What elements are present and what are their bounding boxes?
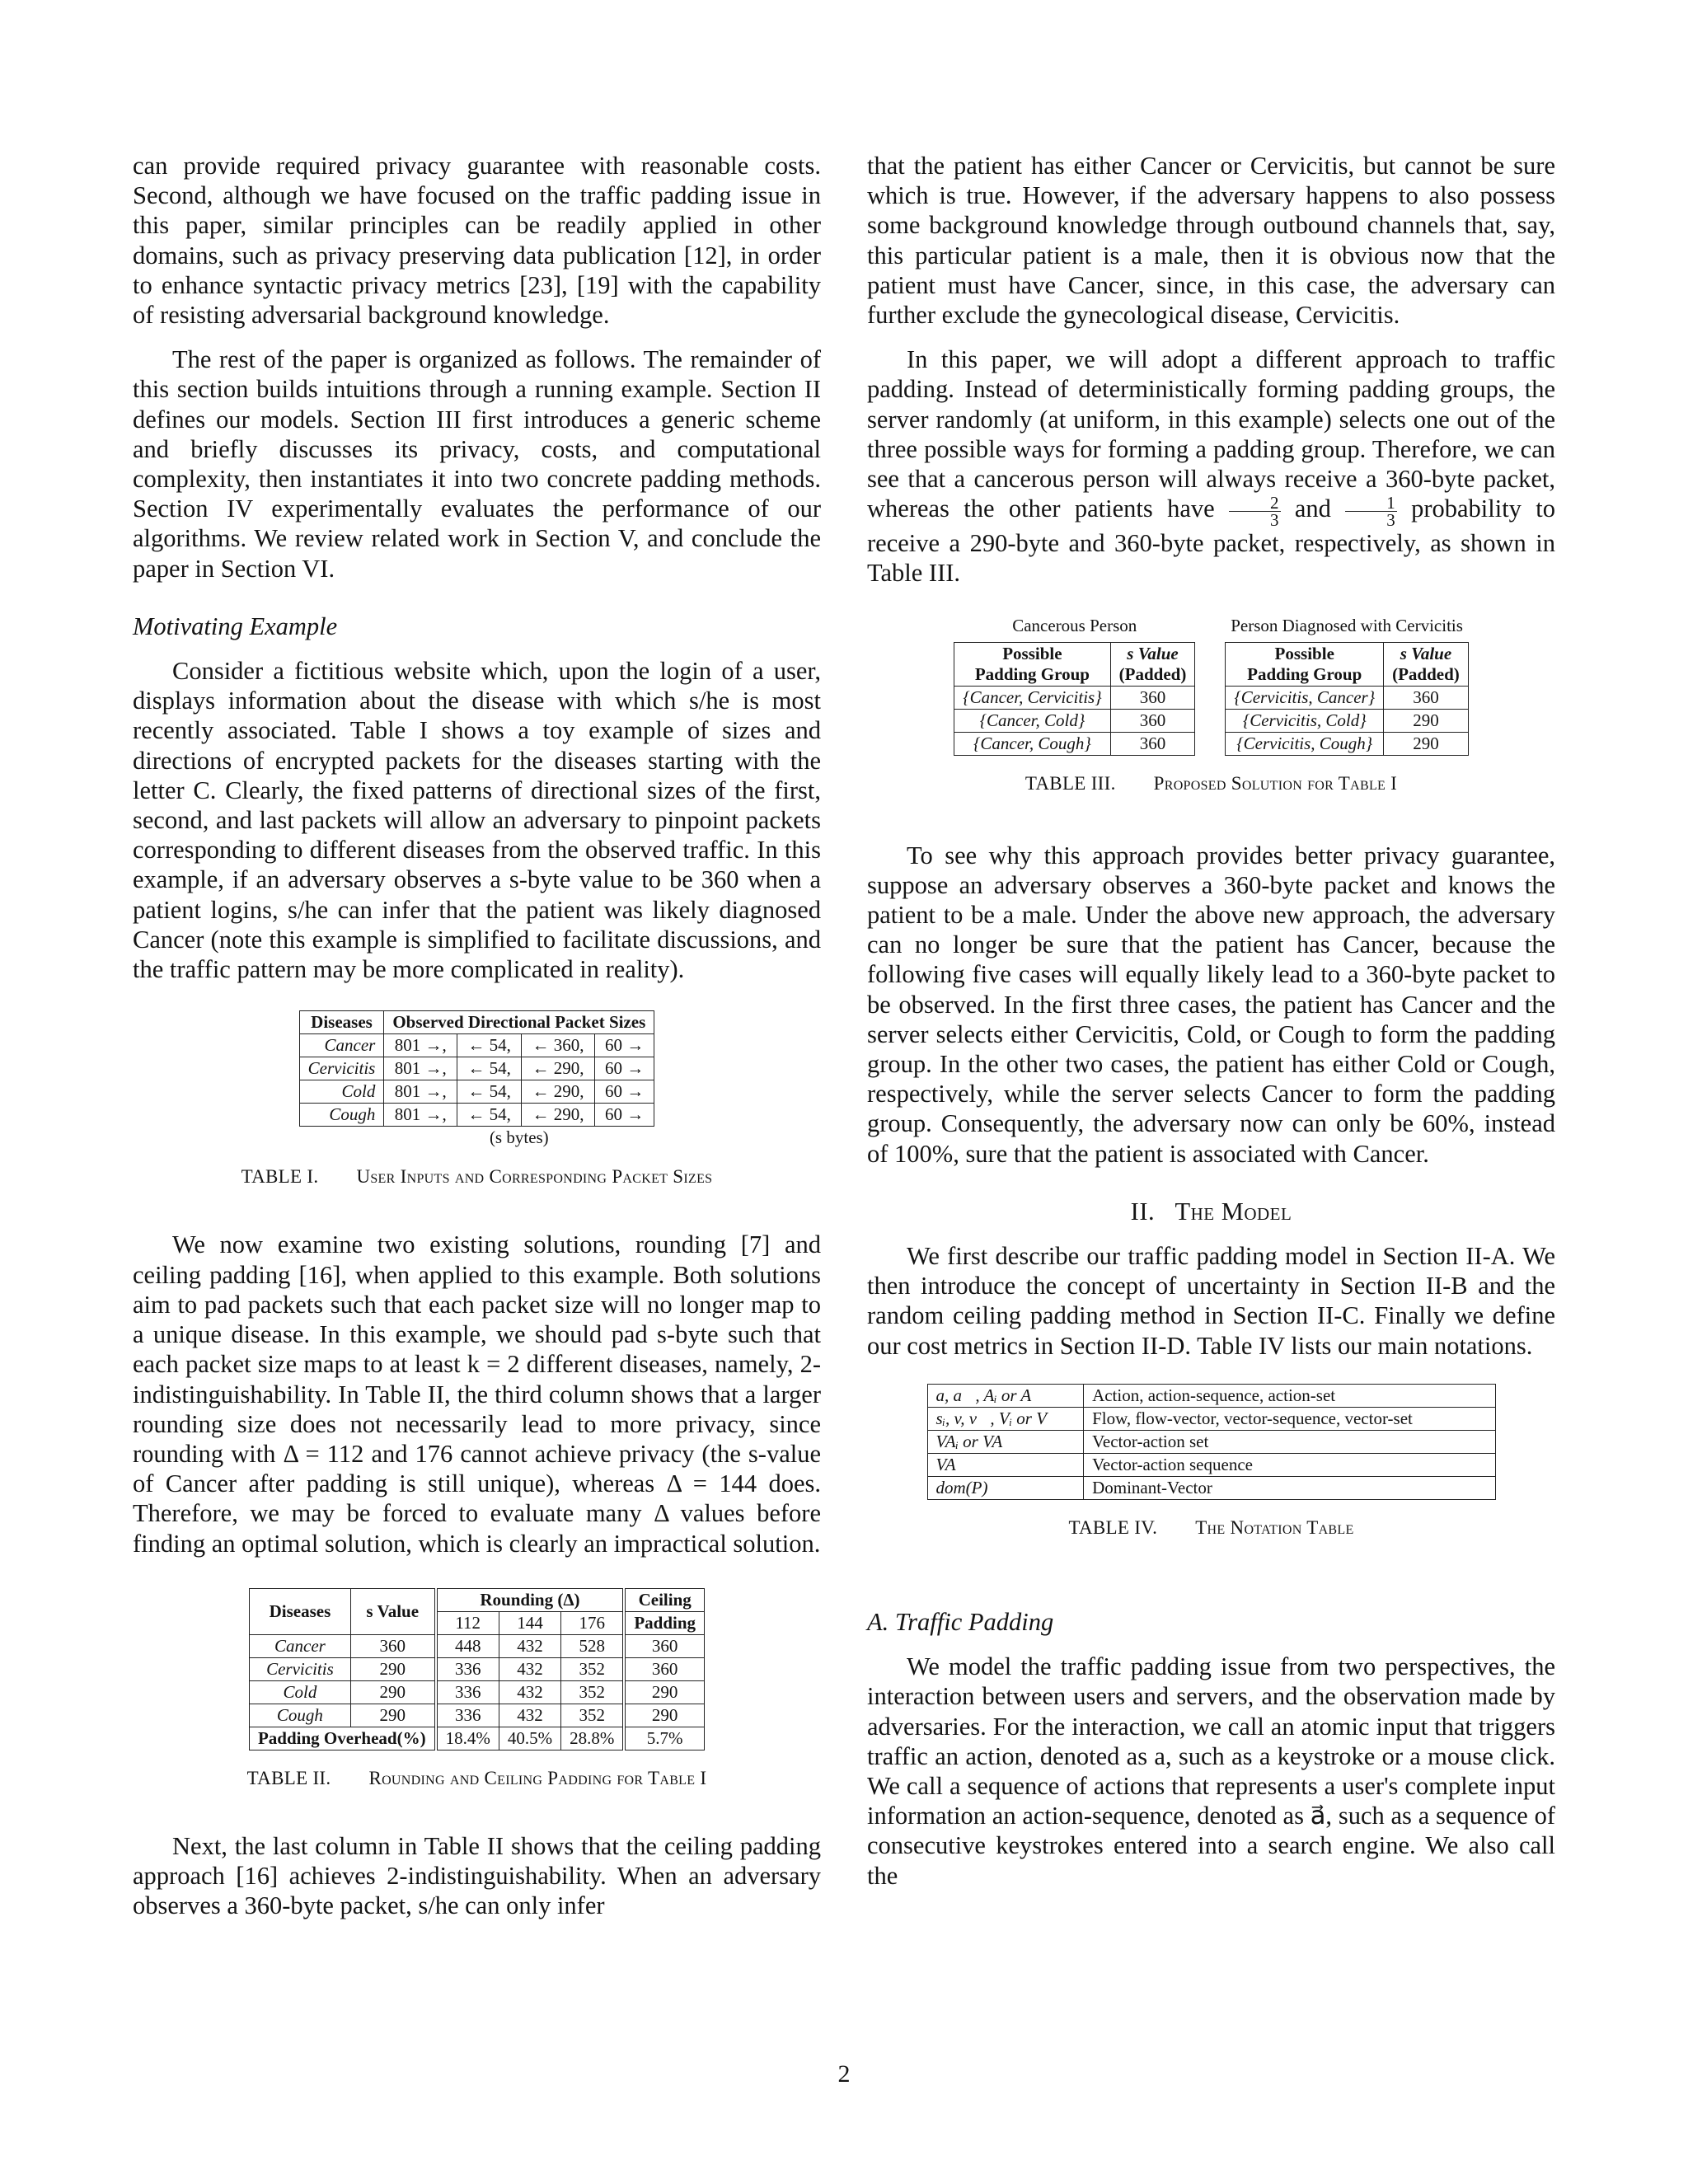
- table-cell: 60 →: [595, 1057, 654, 1080]
- table-cell: 18.4%: [436, 1727, 499, 1750]
- table-cell: 360: [624, 1657, 704, 1680]
- table-header: Padding Group: [974, 664, 1090, 685]
- table-cell: 528: [561, 1634, 625, 1657]
- unit-note: (s bytes): [489, 1127, 549, 1148]
- table-cell: 60 →: [595, 1104, 654, 1127]
- table-caption: [133, 1764, 821, 1793]
- table-header: Possible: [1274, 644, 1334, 664]
- caption-text: Proposed Solution for Table I: [1153, 773, 1398, 794]
- caption-text: The Notation Table: [1195, 1516, 1354, 1538]
- table-cell: 290: [1384, 710, 1469, 733]
- table-header: s Value: [350, 1588, 435, 1634]
- table-cell: Vector-action set: [1084, 1430, 1495, 1453]
- table-header: s Value: [1127, 644, 1179, 664]
- caption-label: TABLE III.: [1025, 773, 1116, 794]
- table-cell: 336: [436, 1704, 499, 1727]
- table-3: [867, 611, 1555, 799]
- table-row: [954, 687, 1195, 710]
- table-cell: Cancer: [249, 1634, 350, 1657]
- table-cell: 60 →: [595, 1034, 654, 1057]
- table-4: [867, 1384, 1555, 1543]
- table-cell: ← 290,: [522, 1080, 595, 1104]
- table-row: [299, 1057, 654, 1080]
- table-row: [249, 1657, 704, 1680]
- table-cell: {Cancer, Cervicitis}: [954, 687, 1110, 710]
- table-cell: 336: [436, 1657, 499, 1680]
- table-3a: [954, 611, 1195, 756]
- table-cell: 40.5%: [499, 1727, 560, 1750]
- paragraph: We model the traffic padding issue from two perspectives, the interaction between users and servers, and the observation made by adversaries. For the interaction, we call an atomic input that triggers traffic an action, denoted as a, such as a keystroke or a mouse click. We call a sequence of actions that represents a user's complete input information an action-sequence, denoted as a⃗, such as a sequence of consecutive keystrokes entered into a search engine. We also call the: [867, 1652, 1555, 1890]
- table-cell: ← 54,: [457, 1080, 522, 1104]
- table-cell: Cervicitis: [299, 1057, 384, 1080]
- paragraph: that the patient has either Cancer or Cervicitis, but cannot be sure which is true. However, if the adversary happens to also possess some background knowledge through outbound channels that, say, this particular patient is a male, then it is obvious now that the patient must have Cancer, since, in this case, the adversary can further exclude the gynecological disease, Cervicitis.: [867, 152, 1555, 330]
- table-header: s Value: [1400, 644, 1452, 664]
- table-cell: ← 360,: [522, 1034, 595, 1057]
- text-run: and: [1294, 494, 1331, 523]
- table-cell: 801 →,: [384, 1104, 457, 1127]
- fraction-denominator: 3: [1386, 509, 1395, 530]
- table-cell: 144: [499, 1611, 560, 1634]
- table-cell: 801 →,: [384, 1057, 457, 1080]
- table-caption: [133, 1162, 821, 1192]
- table-cell: {Cervicitis, Cold}: [1226, 710, 1384, 733]
- table-cell: Cancer: [299, 1034, 384, 1057]
- table-3b: [1225, 611, 1468, 756]
- caption-text: Rounding and Ceiling Padding for Table I: [368, 1767, 707, 1788]
- table-cell: 60 →: [595, 1080, 654, 1104]
- table-cell: ← 54,: [457, 1104, 522, 1127]
- table-cell: ← 290,: [522, 1104, 595, 1127]
- table-cell: 432: [499, 1657, 560, 1680]
- subsection-heading: Motivating Example: [133, 612, 338, 640]
- table-row: [927, 1476, 1495, 1499]
- table-row: [1226, 687, 1468, 710]
- table-1: [133, 1010, 821, 1192]
- table-cell: 360: [624, 1634, 704, 1657]
- fraction: [1345, 494, 1397, 528]
- table-cell: {Cancer, Cough}: [954, 733, 1110, 756]
- right-column: [867, 151, 1555, 1891]
- table-cell: 352: [561, 1680, 625, 1704]
- table-row: [954, 733, 1195, 756]
- table-cell: 360: [1110, 710, 1195, 733]
- table-cell: 432: [499, 1680, 560, 1704]
- fraction: [1229, 494, 1281, 528]
- paragraph: [867, 344, 1555, 588]
- table-cell: {Cervicitis, Cancer}: [1226, 687, 1384, 710]
- table-row: [299, 1104, 654, 1127]
- table-cell: Padding Overhead(%): [249, 1727, 435, 1750]
- table-cell: Cold: [299, 1080, 384, 1104]
- table-caption: [867, 1513, 1555, 1543]
- caption-label: TABLE I.: [241, 1166, 319, 1188]
- table-cell: 290: [624, 1680, 704, 1704]
- fraction-numerator: 2: [1229, 494, 1281, 512]
- table-cell: a, a⃗, Aᵢ or A: [927, 1384, 1084, 1407]
- table-row: [299, 1080, 654, 1104]
- table-cell: 336: [436, 1680, 499, 1704]
- table-cell: 290: [624, 1704, 704, 1727]
- table-cell: 801 →,: [384, 1080, 457, 1104]
- table-cell: {Cancer, Cold}: [954, 710, 1110, 733]
- section-heading: [867, 1197, 1555, 1226]
- table-row: [1226, 733, 1468, 756]
- paragraph: Next, the last column in Table II shows that the ceiling padding approach [16] achieves 2-indistinguishability. When an adversary observes a 360-byte packet, s/he can only infer: [133, 1831, 821, 1920]
- paragraph: We first describe our traffic padding model in Section II-A. We then introduce the concept of uncertainty in Section II-B and the random ceiling padding method in Section II-C. Finally we define our cost metrics in Section II-D. Table IV lists our main notations.: [867, 1241, 1555, 1360]
- table-row: [1226, 710, 1468, 733]
- caption-label: TABLE II.: [246, 1767, 331, 1788]
- table-cell: 5.7%: [624, 1727, 704, 1750]
- left-column: [133, 151, 821, 1921]
- table-cell: Action, action-sequence, action-set: [1084, 1384, 1495, 1407]
- table-row: [249, 1634, 704, 1657]
- table-cell: 112: [436, 1611, 499, 1634]
- subsection-heading: A. Traffic Padding: [867, 1608, 1054, 1636]
- table-cell: ← 54,: [457, 1057, 522, 1080]
- table-cell: VA⃗: [927, 1453, 1084, 1476]
- table-cell: 432: [499, 1634, 560, 1657]
- table-row: [927, 1453, 1495, 1476]
- table-header: Padding: [624, 1611, 704, 1634]
- table-cell: Cold: [249, 1680, 350, 1704]
- table-cell: 360: [1384, 687, 1469, 710]
- section-number: II.: [1130, 1197, 1156, 1226]
- table-cell: 290: [1384, 733, 1469, 756]
- paragraph: We now examine two existing solutions, rounding [7] and ceiling padding [16], when applied to this example. Both solutions aim to pad packets such that each packet size will no longer map to a unique disease. In this example, we should pad s-byte such that each packet size maps to at least k = 2 different diseases, namely, 2-indistinguishability. In Table II, the third column shows that a larger rounding size does not necessarily lead to more privacy, since rounding with Δ = 112 and 176 cannot achieve privacy (the s-value of Cancer after padding is still unique), whereas Δ = 144 does. Therefore, we may be forced to evaluate many Δ values before finding an optimal solution, which is clearly an impractical solution.: [133, 1230, 821, 1558]
- text-run: In this paper, we will adopt a different approach to traffic padding. Instead of deterministically forming padding groups, the server randomly (at uniform, in this example) selects one out of the three possible ways for forming a padding group. Therefore, we can see that a cancerous person will always receive a 360-byte packet, whereas the other patients have: [867, 345, 1555, 523]
- table-row: [927, 1430, 1495, 1453]
- table-cell: 360: [1110, 687, 1195, 710]
- table-row: [927, 1407, 1495, 1430]
- paragraph: The rest of the paper is organized as follows. The remainder of this section builds intuitions through a running example. Section II defines our models. Section III first introduces a generic scheme and briefly discusses its privacy, costs, and computational complexity, then instantiates it into two concrete padding methods. Section IV experimentally evaluates the performance of our algorithms. We review related work in Section V, and conclude the paper in Section VI.: [133, 345, 821, 583]
- table-cell: 360: [1110, 733, 1195, 756]
- table-row: [954, 710, 1195, 733]
- page-number: 2: [837, 2060, 851, 2088]
- table-cell: 801 →,: [384, 1034, 457, 1057]
- table-cell: {Cervicitis, Cough}: [1226, 733, 1384, 756]
- caption-text: User Inputs and Corresponding Packet Sizes: [356, 1166, 713, 1188]
- table-cell: dom(P): [927, 1476, 1084, 1499]
- table-cell: 290: [350, 1680, 435, 1704]
- table-header: (Padded): [1392, 664, 1460, 685]
- table-header: Rounding (Δ): [436, 1588, 625, 1611]
- table-row: [927, 1384, 1495, 1407]
- table-row: [299, 1034, 654, 1057]
- table-cell: Cough: [249, 1704, 350, 1727]
- section-title: The Model: [1175, 1197, 1292, 1226]
- table-cell: 352: [561, 1704, 625, 1727]
- table-header: Observed Directional Packet Sizes: [384, 1011, 654, 1034]
- caption-label: TABLE IV.: [1068, 1516, 1158, 1538]
- table-cell: Vector-action sequence: [1084, 1453, 1495, 1476]
- table-row: [249, 1704, 704, 1727]
- table-caption: [867, 769, 1555, 799]
- table-cell: 352: [561, 1657, 625, 1680]
- table-cell: ← 290,: [522, 1057, 595, 1080]
- table-cell: ← 54,: [457, 1034, 522, 1057]
- paragraph: Consider a fictitious website which, upon the login of a user, displays information about the disease with which s/he is most recently associated. Table I shows a toy example of sizes and directions of encrypted packets for the diseases starting with the letter C. Clearly, the fixed patterns of directional sizes of the first, second, and last packets will allow an adversary to pinpoint packets corresponding to different diseases from the observed traffic. In this example, if an adversary observes a s-byte value to be 360 when a patient logins, s/he can infer that the patient was likely diagnosed Cancer (note this example is simplified to facilitate discussions, and the traffic pattern may be more complicated in reality).: [133, 657, 821, 984]
- paragraph: To see why this approach provides better privacy guarantee, suppose an adversary observes a 360-byte packet and knows the patient to be a male. Under the above new approach, the adversary can no longer be sure that the patient has Cancer, because the following five cases will equally likely lead to a 360-byte packet to be observed. In the first three cases, the patient has Cancer and the server selects either Cervicitis, Cold, or Cough to form the padding group. In the other two cases, the patient has either Cold or Cough, respectively, while the server selects Cancer to form the padding group. Consequently, the adversary now can only be 60%, instead of 100%, sure that the patient is associated with Cancer.: [867, 841, 1555, 1168]
- table-cell: 448: [436, 1634, 499, 1657]
- table-cell: 290: [350, 1704, 435, 1727]
- table-cell: 28.8%: [561, 1727, 625, 1750]
- table-cell: 290: [350, 1657, 435, 1680]
- text-run: probability to receive a 290-byte and 360-byte packet, respectively, as shown in Table III.: [867, 494, 1555, 587]
- table-header: Possible: [1002, 644, 1062, 664]
- paragraph: can provide required privacy guarantee with reasonable costs. Second, although we have focused on the traffic padding issue in this paper, similar principles can be readily applied in other domains, such as privacy preserving data publication [12], in order to enhance syntactic privacy metrics [23], [19] with the capability of resisting adversarial background knowledge.: [133, 152, 821, 330]
- table-2: [133, 1588, 821, 1793]
- table-cell: Dominant-Vector: [1084, 1476, 1495, 1499]
- table-cell: VAᵢ or VA: [927, 1430, 1084, 1453]
- table-header: Diseases: [249, 1588, 350, 1634]
- table-header: Diseases: [299, 1011, 384, 1034]
- table-cell: Cough: [299, 1104, 384, 1127]
- table-cell: 176: [561, 1611, 625, 1634]
- table-cell: sᵢ, v, v⃗, Vᵢ or V: [927, 1407, 1084, 1430]
- table-header: (Padded): [1118, 664, 1187, 685]
- table-cell: 360: [350, 1634, 435, 1657]
- table-cell: Flow, flow-vector, vector-sequence, vector-set: [1084, 1407, 1495, 1430]
- table-cell: 432: [499, 1704, 560, 1727]
- table-header: Padding Group: [1247, 664, 1362, 685]
- table-header: Ceiling: [624, 1588, 704, 1611]
- table-title: Cancerous Person: [1012, 616, 1137, 636]
- table-title: Person Diagnosed with Cervicitis: [1231, 616, 1463, 636]
- table-row: [249, 1680, 704, 1704]
- fraction-numerator: 1: [1345, 494, 1397, 512]
- fraction-denominator: 3: [1270, 509, 1279, 530]
- table-cell: Cervicitis: [249, 1657, 350, 1680]
- table-row: [249, 1727, 704, 1750]
